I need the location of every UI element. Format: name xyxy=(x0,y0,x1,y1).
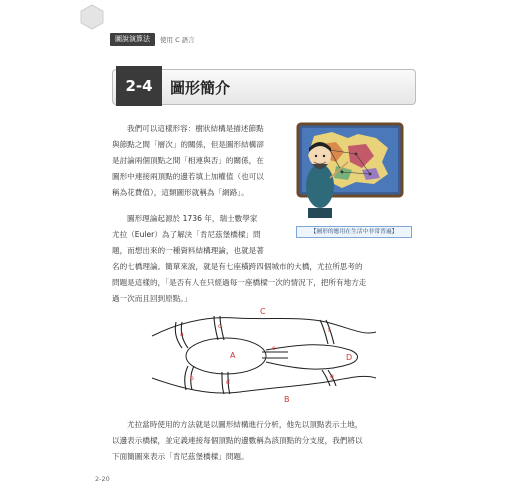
paragraph-history xyxy=(112,211,366,307)
text-line: 圖形中連接兩頂點的邊若填上加權值（也可以 xyxy=(112,172,264,181)
text-line: 過一次而且回到原點。」 xyxy=(112,294,192,303)
konigsberg-bridge-diagram xyxy=(150,300,378,410)
running-header xyxy=(110,33,195,46)
bridge-label-c: c xyxy=(218,323,222,330)
chapter-subtitle: 使用 C 語言 xyxy=(160,36,195,44)
section-number: 2-4 xyxy=(116,66,162,106)
section-heading xyxy=(112,66,414,106)
bridge-label-b: b xyxy=(190,375,194,382)
text-line: 以邊表示橋樑，並定義連接每個頂點的邊數稱為該頂點的分支度，我們將以 xyxy=(112,436,363,445)
paragraph-intro xyxy=(112,121,264,201)
land-label-D: D xyxy=(346,353,353,362)
land-label-B: B xyxy=(284,395,290,404)
text-line: 稱為花費值），這類圖形就稱為「網路」。 xyxy=(112,188,249,197)
teacher-map-illustration xyxy=(296,122,406,222)
figure-caption: 【圖形的應用在生活中非常普遍】 xyxy=(296,226,412,238)
text-line: 尤拉（Euler）為了解決「肯尼茲堡橋樑」問 xyxy=(112,230,261,239)
text-line: 題，而想出來的一種資料結構理論，也就是著 xyxy=(112,246,264,255)
text-line: 我們可以這樣形容：樹狀結構是描述節點 xyxy=(127,124,264,133)
text-line: 尤拉當時使用的方法就是以圖形結構進行分析，他先以頂點表示土地， xyxy=(127,420,363,429)
text-line: 下面簡圖來表示「肯尼茲堡橋樑」問題。 xyxy=(112,452,249,461)
bridge-label-f: f xyxy=(328,327,331,334)
text-line: 是討論兩個頂點之間「相連與否」的關係，在 xyxy=(112,156,264,165)
bridge-label-d: d xyxy=(226,379,230,386)
bridge-label-g: g xyxy=(330,373,334,380)
text-line: 名的七橋理論。簡單來說，就是有七座橫跨四個城市的大橋，尤拉所思考的 xyxy=(112,262,363,271)
chapter-badge: 圖說演算法 xyxy=(110,33,155,46)
paragraph-euler-method xyxy=(112,417,363,465)
land-label-A: A xyxy=(230,351,236,360)
text-line: 與節點之間「層次」的關係，但是圖形結構卻 xyxy=(112,140,264,149)
text-line: 問題是這樣的，「是否有人在只經過每一座橋樑一次的情況下，把所有地方走 xyxy=(112,278,367,287)
bridge-label-a: a xyxy=(180,331,184,338)
text-line: 圖形理論起源於 1736 年，瑞士數學家 xyxy=(127,214,258,223)
hexagon-decoration-icon xyxy=(79,4,105,30)
page-number: 2-20 xyxy=(95,475,110,483)
land-label-C: C xyxy=(260,307,266,316)
section-title: 圖形簡介 xyxy=(170,79,231,97)
bridge-label-e: e xyxy=(272,345,276,352)
